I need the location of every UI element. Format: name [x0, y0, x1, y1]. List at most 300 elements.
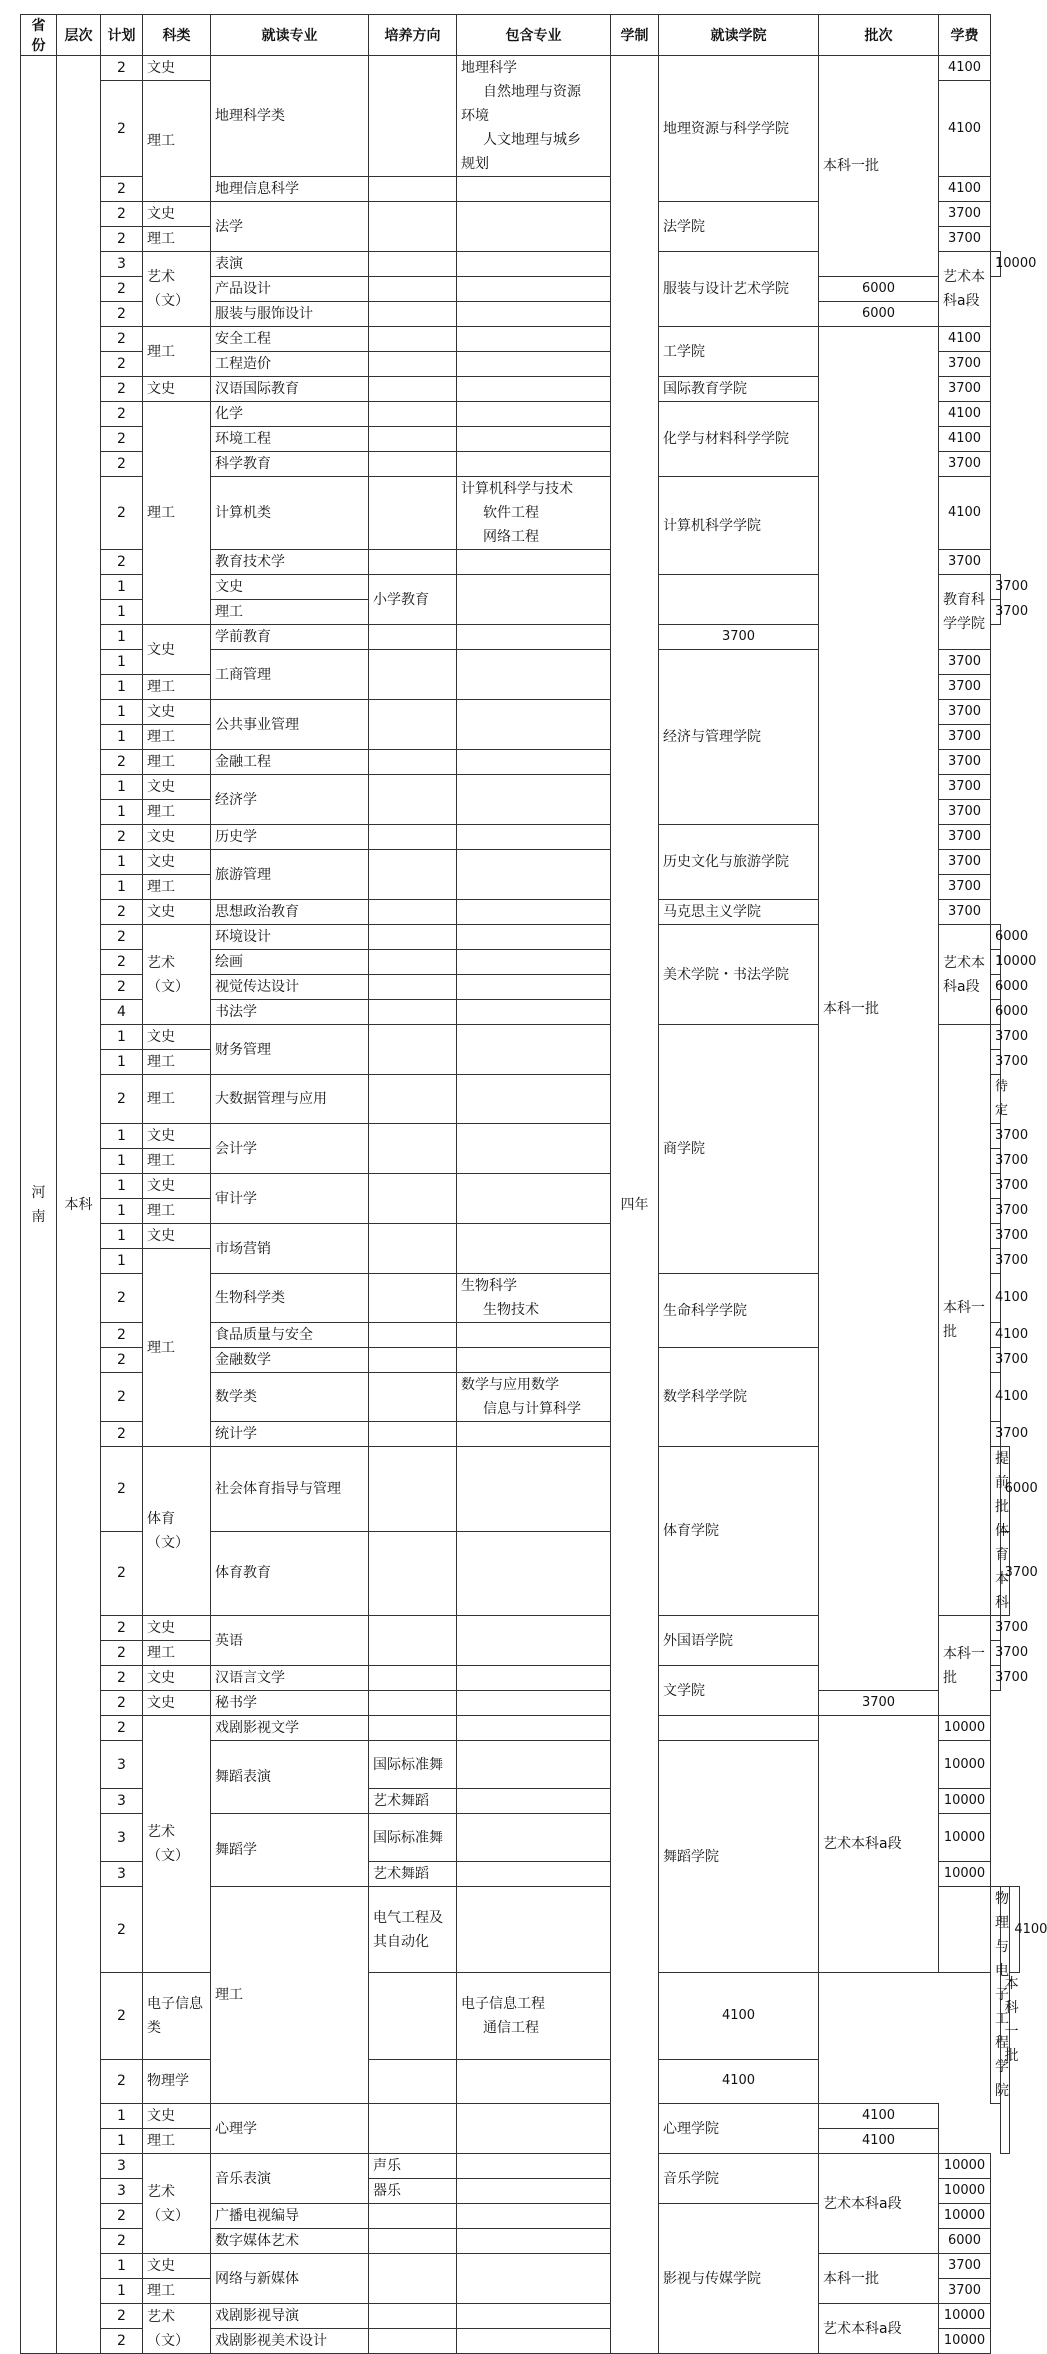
plan-cell: 2 [101, 427, 143, 452]
level-cell: 本科 [57, 56, 101, 2354]
fee-cell: 10000 [939, 1789, 991, 1814]
college-cell: 国际教育学院 [659, 377, 819, 402]
included-majors-cell [457, 2104, 611, 2154]
included-majors-cell [457, 1741, 611, 1789]
included-major-line: 自然地理与资源 [483, 84, 581, 100]
category-cell: 文史 [143, 56, 211, 81]
direction-cell [369, 1000, 457, 1025]
included-majors-cell [457, 750, 611, 775]
plan-cell: 2 [101, 1422, 143, 1447]
category-cell: 理工 [143, 1199, 211, 1224]
category-cell: 理工 [211, 1887, 369, 2104]
header-college: 就读学院 [659, 15, 819, 56]
plan-cell: 2 [101, 950, 143, 975]
fee-cell: 10000 [991, 252, 1001, 277]
included-majors-cell [457, 2059, 611, 2103]
plan-cell: 2 [101, 2304, 143, 2329]
batch-cell: 艺术本科a段 [819, 1716, 939, 1973]
header-direction: 培养方向 [369, 15, 457, 56]
included-majors-cell [457, 950, 611, 975]
category-cell: 艺术（文） [143, 2304, 211, 2354]
college-cell: 影视与传媒学院 [659, 2204, 819, 2354]
fee-cell: 6000 [819, 302, 939, 327]
major-cell: 产品设计 [211, 277, 369, 302]
table-row [21, 2304, 1020, 2329]
plan-cell: 2 [101, 277, 143, 302]
direction-cell [369, 900, 457, 925]
major-cell: 法学 [211, 202, 369, 252]
plan-cell: 2 [101, 1691, 143, 1716]
major-cell: 金融数学 [211, 1348, 369, 1373]
table-row [21, 1691, 1020, 1716]
included-major-line: 通信工程 [483, 2020, 539, 2037]
included-major-line: 数学与应用数学 [461, 1377, 559, 1393]
category-cell: 文史 [143, 825, 211, 850]
major-cell: 广播电视编导 [211, 2204, 369, 2229]
included-major-line: 电子信息工程 [461, 1996, 545, 2013]
category-cell: 文史 [143, 1025, 211, 1050]
category-cell: 理工 [143, 327, 211, 377]
included-major-line: 软件工程 [483, 505, 539, 521]
category-cell: 文史 [143, 1616, 211, 1641]
category-cell: 理工 [211, 600, 369, 625]
fee-cell: 6000 [819, 277, 939, 302]
batch-cell: 本科一批 [939, 1616, 991, 1716]
plan-cell: 2 [101, 81, 143, 177]
included-majors-cell [457, 1323, 611, 1348]
header-level: 层次 [57, 15, 101, 56]
direction-cell [369, 2304, 457, 2329]
major-cell: 小学教育 [369, 575, 457, 625]
direction-cell [369, 1025, 457, 1075]
category-cell: 文史 [143, 1124, 211, 1149]
category-cell: 文史 [143, 2254, 211, 2279]
plan-cell: 1 [101, 1124, 143, 1149]
included-majors-cell [457, 327, 611, 352]
batch-cell: 艺术本科a段 [939, 925, 991, 1025]
plan-cell: 2 [101, 2329, 143, 2354]
fee-cell: 3700 [991, 1249, 1001, 1274]
plan-cell: 2 [101, 900, 143, 925]
plan-cell: 2 [101, 327, 143, 352]
category-cell: 体育（文） [143, 1447, 211, 1616]
included-majors-cell [457, 2229, 611, 2254]
plan-cell: 2 [101, 227, 143, 252]
included-majors-cell [457, 302, 611, 327]
plan-cell: 1 [101, 1174, 143, 1199]
plan-cell: 2 [101, 1887, 143, 1973]
major-cell: 数学类 [211, 1373, 369, 1422]
category-cell: 文史 [143, 900, 211, 925]
included-majors-cell [457, 1075, 611, 1124]
fee-cell: 4100 [939, 477, 991, 550]
fee-cell: 3700 [939, 227, 991, 252]
direction-cell [369, 352, 457, 377]
major-cell: 化学 [211, 402, 369, 427]
college-cell: 心理学院 [659, 2104, 819, 2154]
direction-cell [369, 1691, 457, 1716]
major-cell: 书法学 [211, 1000, 369, 1025]
fee-cell: 3700 [939, 202, 991, 227]
included-majors-cell [457, 377, 611, 402]
college-cell: 工学院 [659, 327, 819, 377]
major-cell: 会计学 [211, 1124, 369, 1174]
major-cell: 市场营销 [211, 1224, 369, 1274]
major-cell: 公共事业管理 [211, 700, 369, 750]
direction-cell [369, 327, 457, 352]
direction-cell [369, 377, 457, 402]
plan-cell: 2 [101, 1531, 143, 1616]
college-cell: 服装与设计艺术学院 [659, 252, 819, 327]
fee-cell: 10000 [939, 2154, 991, 2179]
direction-cell [369, 1531, 457, 1616]
fee-cell: 10000 [939, 2329, 991, 2354]
header-row [21, 15, 1020, 56]
included-majors-cell [457, 900, 611, 925]
plan-cell: 2 [101, 352, 143, 377]
college-cell: 历史文化与旅游学院 [659, 825, 819, 900]
category-cell: 文史 [143, 850, 211, 875]
fee-cell: 10000 [939, 2179, 991, 2204]
major-cell: 金融工程 [211, 750, 369, 775]
batch-cell: 提前批体育本科 [991, 1447, 1001, 1616]
included-majors-cell [457, 2204, 611, 2229]
plan-cell: 1 [101, 1199, 143, 1224]
plan-cell: 1 [101, 2104, 143, 2129]
plan-cell: 1 [101, 625, 143, 650]
category-cell: 理工 [143, 81, 211, 202]
plan-cell: 2 [101, 825, 143, 850]
major-cell: 审计学 [211, 1174, 369, 1224]
direction-cell [369, 750, 457, 775]
table-row [21, 2254, 1020, 2279]
direction-cell [369, 925, 457, 950]
major-cell: 社会体育指导与管理 [211, 1447, 369, 1532]
major-cell: 工商管理 [211, 650, 369, 700]
direction-cell [369, 252, 457, 277]
fee-cell: 4100 [1010, 1887, 1020, 1973]
fee-cell: 4100 [659, 2059, 819, 2103]
direction-cell [369, 56, 457, 177]
fee-cell: 3700 [1000, 1531, 1010, 1616]
direction-cell [369, 625, 457, 650]
included-majors-cell [457, 1814, 611, 1862]
included-majors-cell [457, 975, 611, 1000]
header-category: 科类 [143, 15, 211, 56]
direction-cell [457, 1887, 611, 1973]
fee-cell: 3700 [991, 1174, 1001, 1199]
included-majors-cell [659, 575, 819, 625]
fee-cell: 3700 [939, 900, 991, 925]
direction-cell [369, 550, 457, 575]
plan-cell: 2 [101, 1323, 143, 1348]
header-fee: 学费 [939, 15, 991, 56]
included-major-line: 地理科学 [461, 60, 517, 76]
included-majors-cell [457, 252, 611, 277]
category-cell: 理工 [143, 1641, 211, 1666]
direction-cell [369, 402, 457, 427]
direction-cell [369, 1973, 457, 2059]
fee-cell: 3700 [939, 377, 991, 402]
plan-cell: 1 [101, 1149, 143, 1174]
college-cell: 数学科学学院 [659, 1348, 819, 1447]
fee-cell: 10000 [991, 950, 1001, 975]
direction-cell [369, 1174, 457, 1224]
plan-cell: 2 [101, 2204, 143, 2229]
fee-cell: 4100 [819, 2104, 939, 2129]
fee-cell: 3700 [939, 675, 991, 700]
fee-cell: 3700 [939, 650, 991, 675]
included-majors-cell [457, 1373, 611, 1422]
plan-cell: 2 [101, 452, 143, 477]
category-cell: 理工 [143, 1075, 211, 1124]
plan-cell: 1 [101, 2129, 143, 2154]
fee-cell: 3700 [819, 1691, 939, 1716]
major-cell: 大数据管理与应用 [211, 1075, 369, 1124]
fee-cell: 6000 [991, 925, 1001, 950]
plan-cell: 2 [101, 202, 143, 227]
plan-cell: 1 [101, 800, 143, 825]
direction-cell [369, 1716, 457, 1741]
plan-cell: 3 [101, 2154, 143, 2179]
fee-cell: 3700 [939, 875, 991, 900]
plan-cell: 1 [101, 725, 143, 750]
college-cell: 体育学院 [659, 1447, 819, 1616]
major-cell: 舞蹈学 [211, 1814, 369, 1887]
fee-cell: 6000 [939, 2229, 991, 2254]
major-cell: 汉语言文学 [211, 1666, 369, 1691]
fee-cell: 3700 [991, 600, 1001, 625]
fee-cell: 3700 [939, 2254, 991, 2279]
direction-cell [369, 1224, 457, 1274]
plan-cell: 2 [101, 975, 143, 1000]
major-cell: 安全工程 [211, 327, 369, 352]
category-cell: 理工 [143, 1149, 211, 1174]
category-cell: 理工 [143, 875, 211, 900]
included-majors-cell [457, 352, 611, 377]
plan-cell: 1 [101, 575, 143, 600]
included-majors-cell [457, 1531, 611, 1616]
direction-cell [369, 1616, 457, 1666]
major-cell: 戏剧影视美术设计 [211, 2329, 369, 2354]
direction-cell [369, 650, 457, 700]
direction-cell [369, 2254, 457, 2304]
plan-cell: 1 [101, 675, 143, 700]
table-row [21, 2154, 1020, 2179]
plan-cell: 2 [101, 1616, 143, 1641]
major-cell: 学前教育 [211, 625, 369, 650]
plan-cell: 1 [101, 650, 143, 675]
category-cell: 理工 [143, 402, 211, 625]
included-majors-cell [457, 2304, 611, 2329]
plan-cell: 2 [101, 550, 143, 575]
major-cell: 体育教育 [211, 1531, 369, 1616]
major-cell: 生物科学类 [211, 1274, 369, 1323]
category-cell: 艺术（文） [143, 925, 211, 1025]
category-cell: 文史 [143, 202, 211, 227]
major-cell: 电气工程及其自动化 [369, 1887, 457, 1973]
fee-cell: 3700 [991, 1224, 1001, 1249]
batch-cell: 本科一批 [819, 56, 939, 277]
plan-cell: 2 [101, 1666, 143, 1691]
table-row [21, 56, 1020, 81]
major-cell: 数字媒体艺术 [211, 2229, 369, 2254]
province-cell: 河南 [21, 56, 57, 2354]
fee-cell: 3700 [991, 1199, 1001, 1224]
college-cell [659, 1716, 819, 1741]
direction-cell [369, 1323, 457, 1348]
duration-cell: 四年 [611, 56, 659, 2354]
plan-cell: 2 [101, 402, 143, 427]
plan-cell: 2 [101, 2229, 143, 2254]
included-majors-cell [457, 177, 611, 202]
category-cell: 理工 [143, 1249, 211, 1447]
plan-cell: 1 [101, 875, 143, 900]
college-cell: 美术学院・书法学院 [659, 925, 819, 1025]
fee-cell: 10000 [939, 1814, 991, 1862]
table-body [21, 56, 1047, 2354]
direction-cell [369, 825, 457, 850]
college-cell: 舞蹈学院 [659, 1741, 819, 1973]
included-major-line: 人文地理与城乡 [483, 132, 581, 148]
college-cell: 物理与电子工程学院 [991, 1887, 1001, 2104]
major-cell: 英语 [211, 1616, 369, 1666]
fee-cell: 3700 [991, 1124, 1001, 1149]
category-cell: 文史 [143, 625, 211, 675]
major-cell: 服装与服饰设计 [211, 302, 369, 327]
direction-cell [369, 850, 457, 900]
fee-cell: 3700 [991, 1025, 1001, 1050]
included-majors-cell [457, 2329, 611, 2354]
fee-cell: 3700 [939, 775, 991, 800]
batch-cell: 本科一批 [819, 327, 939, 1691]
college-cell: 地理资源与科学学院 [659, 56, 819, 202]
category-cell: 文史 [211, 575, 369, 600]
batch-cell: 本科一批 [819, 2254, 939, 2304]
fee-cell: 4100 [819, 2129, 939, 2154]
plan-cell: 1 [101, 850, 143, 875]
included-majors-cell [457, 925, 611, 950]
fee-cell: 4100 [991, 1274, 1001, 1323]
direction-cell [369, 427, 457, 452]
included-major-line: 规划 [461, 156, 489, 172]
category-cell: 理工 [143, 2129, 211, 2154]
fee-cell: 3700 [939, 800, 991, 825]
direction-cell: 器乐 [369, 2179, 457, 2204]
fee-cell: 3700 [991, 1348, 1001, 1373]
major-cell: 物理学 [143, 2059, 211, 2103]
included-majors-cell [457, 2254, 611, 2304]
fee-cell: 4100 [939, 427, 991, 452]
major-cell: 环境工程 [211, 427, 369, 452]
direction-cell [369, 1124, 457, 1174]
direction-cell [369, 975, 457, 1000]
fee-cell: 待定 [991, 1075, 1001, 1124]
plan-cell: 2 [101, 1274, 143, 1323]
included-majors-cell [457, 2179, 611, 2204]
table-row [21, 1973, 1020, 2059]
category-cell: 文史 [143, 1224, 211, 1249]
plan-cell: 2 [101, 1348, 143, 1373]
batch-cell: 艺术本科a段 [939, 252, 991, 327]
major-cell: 戏剧影视文学 [211, 1716, 369, 1741]
fee-cell: 3700 [939, 750, 991, 775]
plan-cell: 2 [101, 925, 143, 950]
included-major-line: 信息与计算科学 [483, 1401, 581, 1417]
category-cell: 艺术（文） [143, 1716, 211, 1973]
included-majors-cell [457, 1789, 611, 1814]
plan-cell: 3 [101, 1862, 143, 1887]
fee-cell: 4100 [939, 327, 991, 352]
plan-cell: 1 [101, 2254, 143, 2279]
category-cell: 理工 [143, 725, 211, 750]
direction-cell [369, 2229, 457, 2254]
major-cell: 地理科学类 [211, 56, 369, 177]
major-cell: 环境设计 [211, 925, 369, 950]
batch-cell: 本科一批 [1000, 1887, 1010, 2154]
fee-cell: 3700 [939, 352, 991, 377]
fee-cell: 3700 [939, 700, 991, 725]
direction-cell [369, 1373, 457, 1422]
fee-cell: 10000 [939, 1862, 991, 1887]
table-row [21, 1716, 1020, 1741]
college-cell: 文学院 [659, 1666, 819, 1716]
major-cell: 财务管理 [211, 1025, 369, 1075]
direction-cell: 国际标准舞 [369, 1741, 457, 1789]
major-cell: 心理学 [211, 2104, 369, 2154]
plan-cell: 3 [101, 1814, 143, 1862]
included-major-line: 环境 [461, 108, 489, 124]
included-majors-cell [457, 1274, 611, 1323]
fee-cell: 3700 [991, 575, 1001, 600]
category-cell: 理工 [143, 800, 211, 825]
included-majors-cell [457, 452, 611, 477]
included-majors-cell [457, 625, 611, 650]
direction-cell [369, 177, 457, 202]
fee-cell: 10000 [939, 2304, 991, 2329]
included-majors-cell [457, 825, 611, 850]
fee-cell: 10000 [939, 1716, 991, 1741]
plan-cell: 1 [101, 1224, 143, 1249]
included-majors-cell [457, 2154, 611, 2179]
major-cell: 思想政治教育 [211, 900, 369, 925]
major-cell: 教育技术学 [211, 550, 369, 575]
plan-cell: 2 [101, 2059, 143, 2103]
fee-cell: 3700 [939, 452, 991, 477]
plan-cell: 2 [101, 750, 143, 775]
included-majors-cell [457, 1224, 611, 1274]
college-cell: 计算机科学学院 [659, 477, 819, 575]
included-majors-cell [457, 402, 611, 427]
included-majors-cell [457, 1000, 611, 1025]
included-majors-cell [457, 1616, 611, 1666]
plan-cell: 2 [101, 56, 143, 81]
direction-cell [369, 1274, 457, 1323]
major-cell: 计算机类 [211, 477, 369, 550]
college-cell: 商学院 [659, 1025, 819, 1274]
category-cell: 理工 [143, 227, 211, 252]
category-cell: 文史 [143, 1174, 211, 1199]
major-cell: 经济学 [211, 775, 369, 825]
fee-cell: 3700 [939, 825, 991, 850]
direction-cell [369, 950, 457, 975]
plan-cell: 2 [101, 1641, 143, 1666]
fee-cell: 3700 [991, 1149, 1001, 1174]
college-cell: 化学与材料科学学院 [659, 402, 819, 477]
fee-cell: 6000 [991, 975, 1001, 1000]
major-cell: 食品质量与安全 [211, 1323, 369, 1348]
category-cell: 理工 [143, 675, 211, 700]
